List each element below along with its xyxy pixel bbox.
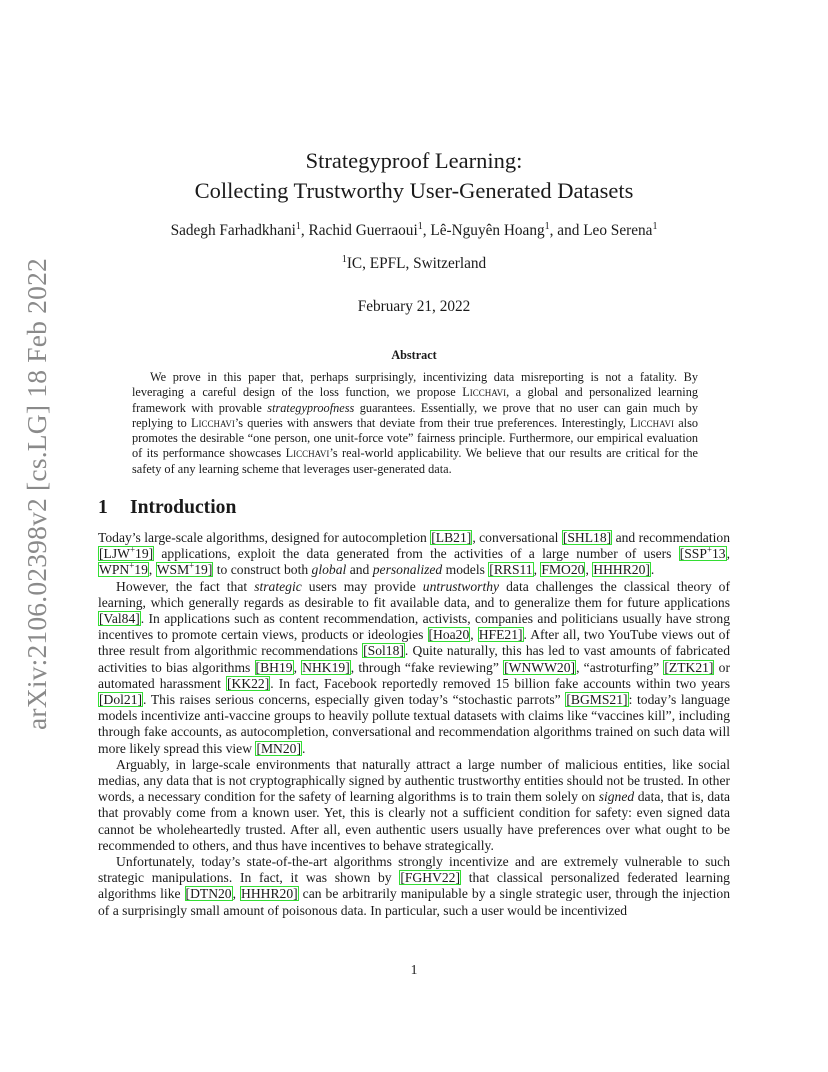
text-run: that classical personalized federated learning algorithms like (98, 870, 730, 902)
citation-link[interactable]: WSM+19] (156, 560, 213, 578)
citation-link[interactable]: [KK22] (226, 675, 270, 691)
text-run: ’s real-world applicability. We believe that our results are critical for the safety of any learning scheme that leverages user-generated data. (132, 446, 698, 476)
text-run: We prove in this paper that, perhaps surprisingly, incentivizing data misreporting is not a fatality. By leveraging a careful design of the loss function, we propose (132, 370, 698, 400)
text-run: also promotes the desirable “one person, one unit-force vote” fairness principle. Furthermore, our empirical evaluation of its performance showcases (132, 415, 698, 461)
citation-link[interactable]: [Sol18] (363, 643, 404, 659)
introduction-body (98, 530, 730, 919)
citation-link[interactable]: [BH19 (255, 659, 293, 675)
system-name: Licchavi (285, 446, 330, 461)
citation-link[interactable]: HHHR20] (593, 562, 650, 578)
abstract-heading: Abstract (391, 348, 437, 362)
citation-link[interactable]: [SHL18] (562, 530, 612, 545)
text-run: applications, exploit the data generated from the activities of a large number of users (154, 546, 679, 562)
arxiv-stamp-text: arXiv:2106.02398v2 [cs.LG] 18 Feb 2022 (21, 257, 52, 730)
citation-link[interactable]: [DTN20 (185, 886, 232, 902)
text-run: , (232, 886, 241, 902)
text-run: ’s queries with answers that deviate from their true preferences. Interestingly, (234, 415, 631, 430)
text-run: and (346, 562, 373, 578)
emphasis-text: personalized (372, 562, 443, 578)
system-name: Licchavi (630, 415, 674, 430)
author-name: Lê-Nguyên Hoang (430, 222, 545, 239)
citation-link[interactable]: [ZTK21] (664, 659, 714, 675)
text-run: . In fact, Facebook reportedly removed 15 billion fake accounts within two years (270, 675, 730, 691)
text-run: , (585, 562, 593, 578)
emphasis-text: strategic (254, 578, 302, 594)
text-run: to construct both (213, 562, 312, 578)
author-affiliation-marker: 1 (417, 221, 423, 232)
text-run: , (148, 562, 156, 578)
system-name: Licchavi (462, 385, 507, 400)
affiliation (0, 255, 828, 273)
text-run: , through “fake reviewing” (350, 659, 504, 675)
citation-link[interactable]: [RRS11 (489, 562, 533, 578)
text-run: . (302, 740, 306, 756)
paper-title-line-2: Collecting Trustworthy User-Generated Datasets (194, 178, 634, 203)
text-run: data challenges the classical theory of learning, which generally regards as desirable to fit available data, and to generalize them for future applications (98, 578, 730, 610)
emphasis-text: strategyproofness (267, 400, 355, 415)
abstract-body (132, 370, 698, 477)
citation-link[interactable]: NHK19] (302, 659, 350, 675)
citation-link[interactable]: [MN20] (256, 740, 301, 756)
text-run: users may provide (301, 578, 423, 594)
author-separator: , and (549, 222, 584, 239)
citation-link[interactable]: [WNWW20] (504, 659, 576, 675)
text-run: data, that is, data that provably come from a known user. Yet, this is clearly not a sufficient condition for safety: even signed data cannot be wholeheartedly trusted. After all, even authentic users usually have preferences over what ought to be recommended to others, and thus have incentives to behave strategically. (98, 789, 730, 853)
citation-link[interactable]: [Val84] (99, 611, 140, 627)
author-affiliation-marker: 1 (652, 221, 658, 232)
text-run: guarantees. Essentially, we prove that no user can gain much by replying to (132, 400, 698, 430)
section-heading (98, 497, 236, 519)
citation-link[interactable]: [Dol21] (99, 692, 143, 708)
text-run: . Quite naturally, this has led to vast amounts of fabricated activities to bias algorithms (98, 643, 730, 675)
emphasis-text: signed (598, 789, 635, 805)
text-run: . After all, two YouTube views out of three result from algorithmic recommendations (98, 627, 731, 659)
citation-link[interactable]: [FGHV22] (400, 870, 461, 886)
citation-link[interactable]: [LJW+19] (99, 544, 154, 562)
citation-link[interactable]: [LB21] (431, 530, 472, 545)
text-run: Unfortunately, today’s state-of-the-art algorithms strongly incentivize and are extremely vulnerable to such strategic manipulations. In fact, it was shown by (98, 854, 730, 886)
text-run: can be arbitrarily manipulable by a single strategic user, through the injection of a surprisingly small amount of poisonous data. In particular, such a user would be incentivized (98, 886, 731, 918)
author-affiliation-marker: 1 (544, 221, 550, 232)
text-run: models (442, 562, 489, 578)
text-run: , “astroturfing” (576, 659, 664, 675)
citation-link[interactable]: [BGMS21] (566, 692, 628, 708)
text-run: . (650, 562, 655, 578)
text-run: and recommendation (612, 530, 730, 545)
author-list (0, 222, 828, 240)
text-run: , (726, 546, 730, 562)
affiliation-marker: 1 (341, 254, 347, 265)
text-run: , conversational (472, 530, 562, 545)
section-number: 1 (98, 497, 108, 518)
text-run: , (293, 659, 302, 675)
text-run: Arguably, in large-scale environments that naturally attract a large number of malicious entities, like social medias, any data that is not cryptographically signed by authentic trustworthy entities should not be trusted. In other words, a necessary condition for the safety of learning algorithms is to train them solely on (98, 756, 730, 805)
system-name: Licchavi (190, 415, 235, 430)
publication-date: February 21, 2022 (357, 298, 471, 315)
text-run: , (533, 562, 541, 578)
paper-title-line-1: Strategyproof Learning: (305, 148, 523, 173)
text-run: or automated harassment (98, 659, 730, 691)
citation-link[interactable]: WPN+19 (99, 560, 148, 578)
page-number: 1 (410, 962, 418, 977)
citation-link[interactable]: HFE21] (478, 627, 523, 643)
citation-link[interactable]: [Hoa20 (428, 627, 470, 643)
text-run: . In applications such as content recommendation, activists, companies and politicians usually have strong incentives to promote certain views, products or ideologies (98, 611, 730, 643)
text-run: , a global and personalized learning framework with provable (132, 385, 698, 415)
emphasis-text: global (311, 562, 347, 578)
paragraph (98, 530, 730, 579)
text-run: , (470, 627, 478, 643)
author-name: Rachid Guerraoui (308, 222, 418, 239)
citation-link[interactable]: HHHR20] (241, 886, 298, 902)
paragraph (98, 757, 730, 854)
emphasis-text: untrustworthy (422, 578, 500, 594)
text-run: Today’s large-scale algorithms, designed for autocompletion (98, 530, 431, 545)
text-run: . This raises serious concerns, especially given today’s “stochastic parrots” (143, 692, 566, 708)
author-separator: , (300, 222, 309, 239)
affiliation-text: IC, EPFL, Switzerland (346, 255, 487, 272)
paragraph (98, 579, 730, 757)
paragraph (98, 854, 730, 919)
author-separator: , (422, 222, 431, 239)
text-run: However, the fact that (116, 578, 255, 594)
author-affiliation-marker: 1 (295, 221, 301, 232)
text-run: : today’s language models incentivize anti-vaccine groups to heavily pollute textual datasets with claims like “vaccines kill”, including through fake accounts, as autocompletion, conversational and recommendation algorithms trained on such data will more likely spread this view (98, 692, 730, 756)
author-name: Leo Serena (583, 222, 653, 239)
citation-link[interactable]: [SSP+13 (679, 544, 726, 562)
author-name: Sadegh Farhadkhani (170, 222, 296, 239)
section-title: Introduction (130, 497, 237, 518)
citation-link[interactable]: FMO20 (541, 562, 585, 578)
